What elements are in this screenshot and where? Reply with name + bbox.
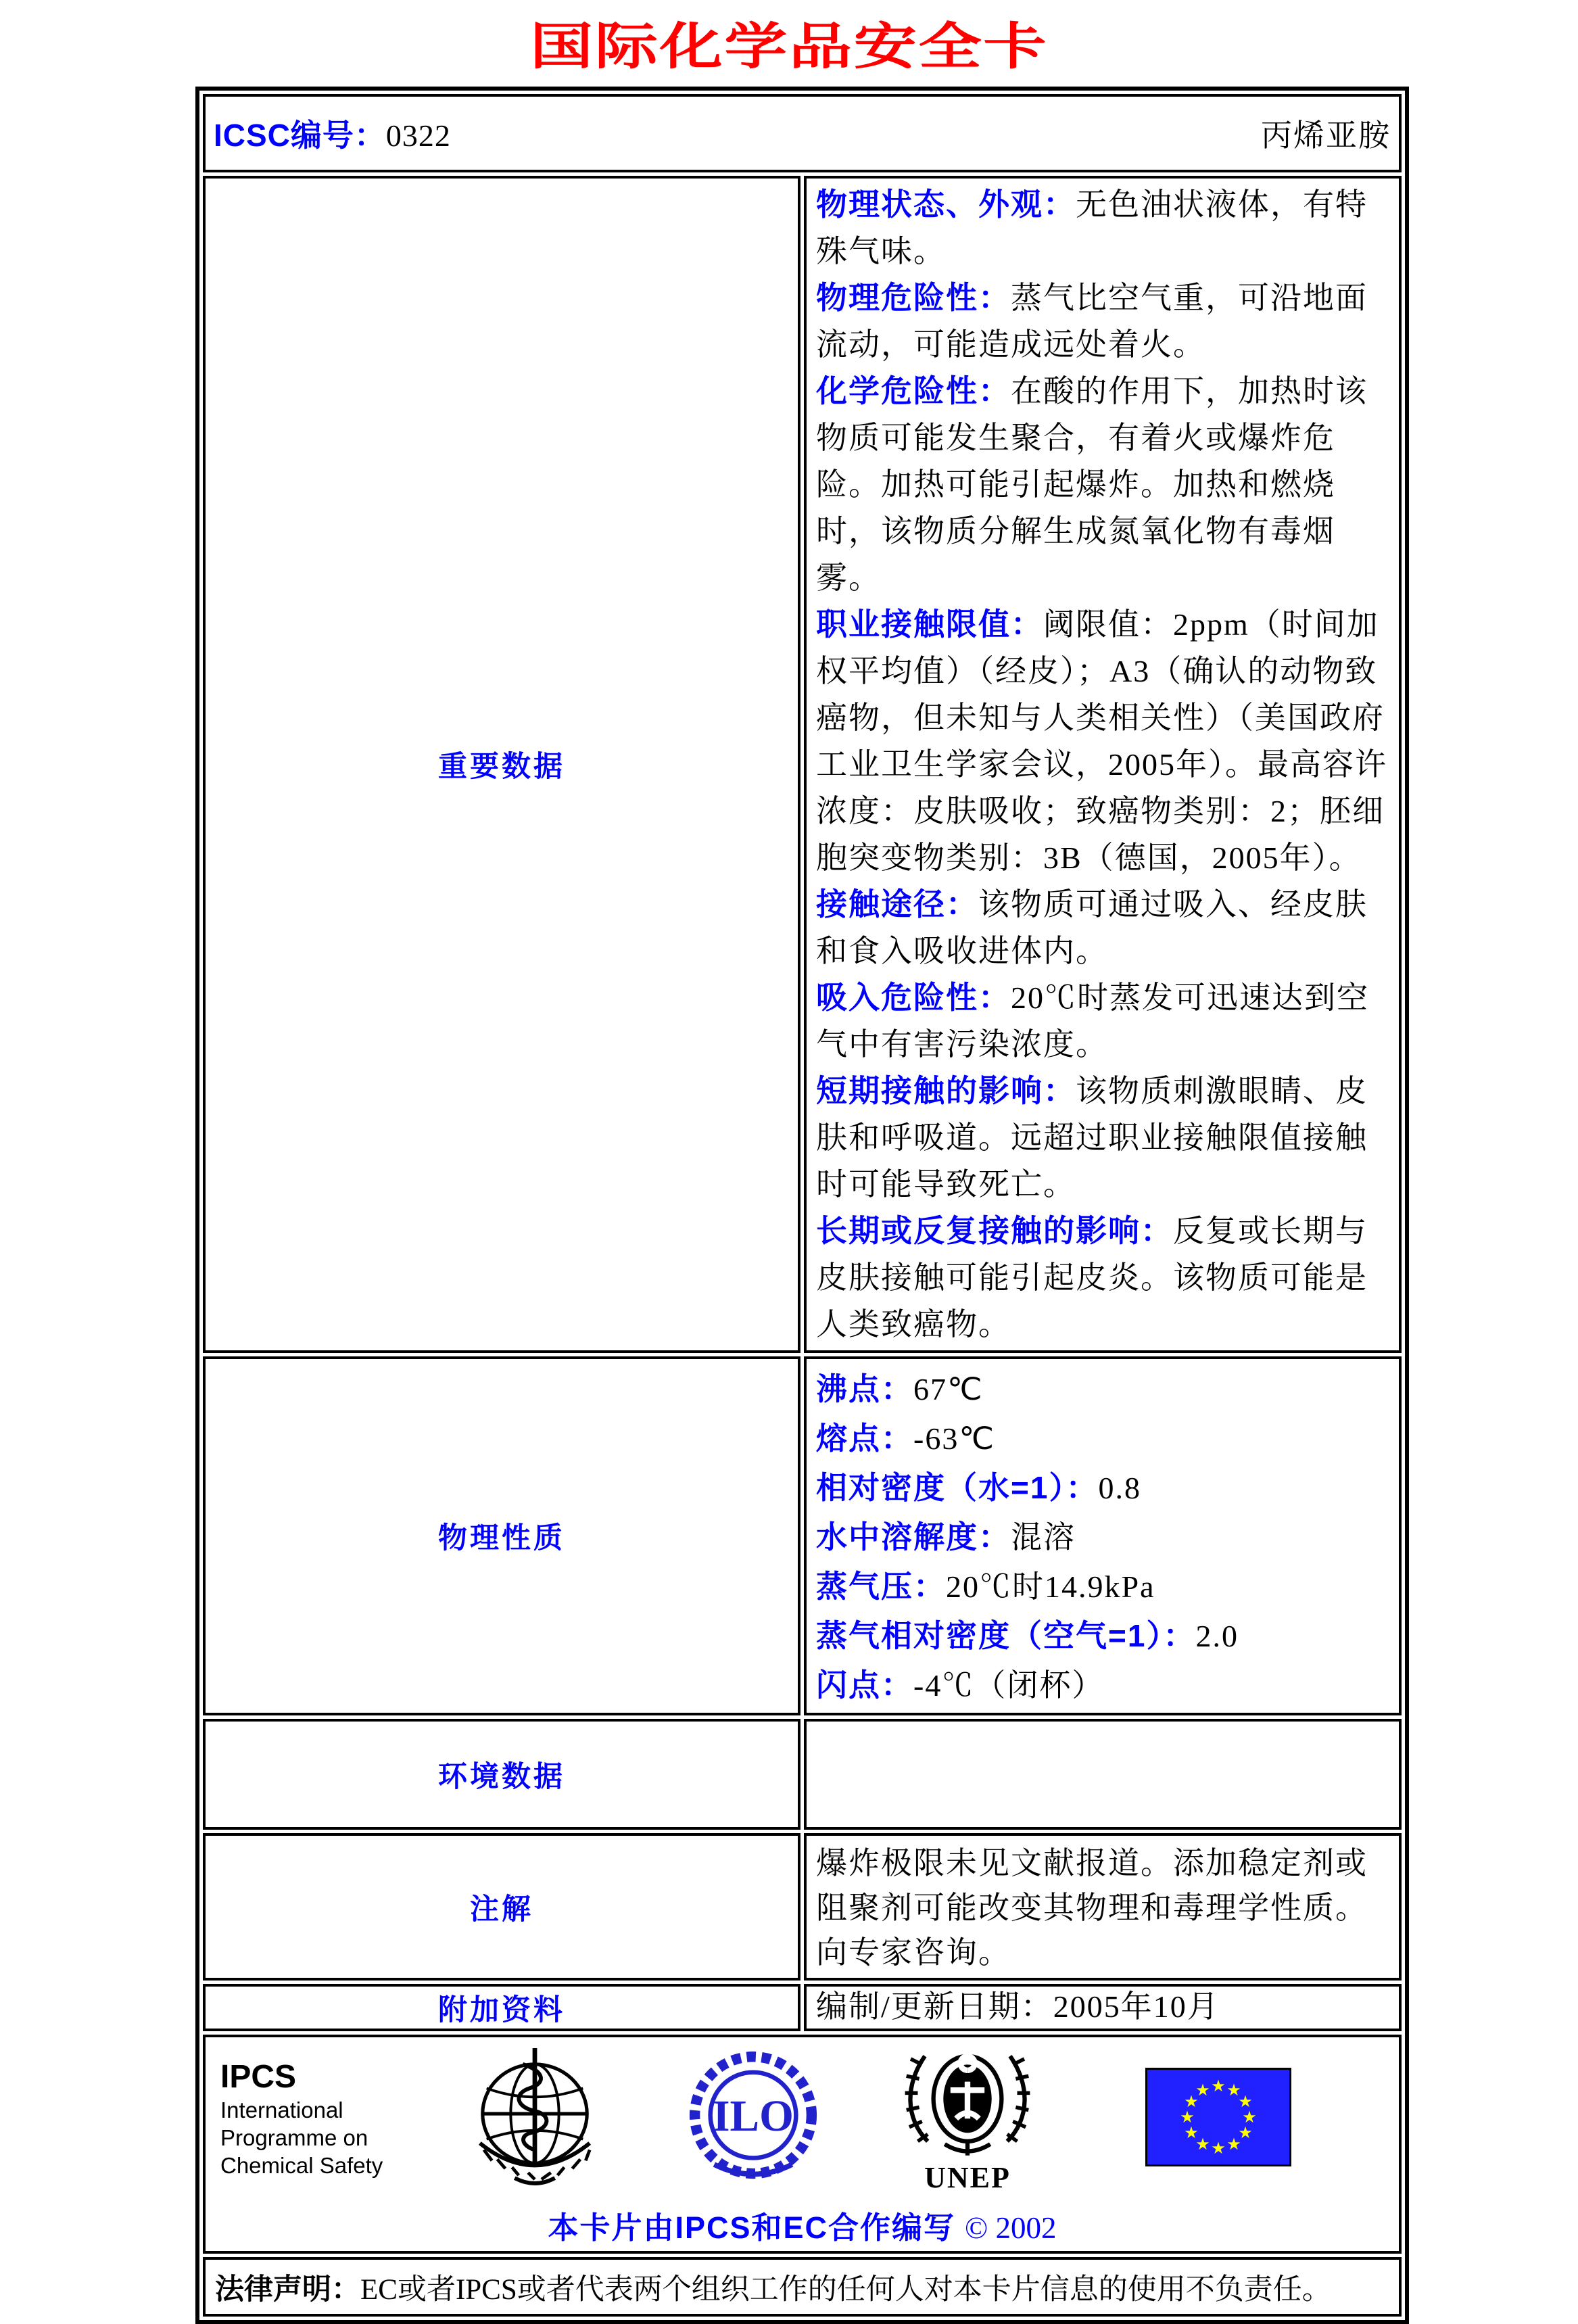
logos-cell	[203, 2035, 1402, 2254]
field-physical-state	[816, 181, 1391, 275]
eu-star-icon: ★	[1226, 2135, 1241, 2154]
field-value: 0.8	[1098, 1471, 1141, 1505]
field-key: 蒸气压：	[816, 1569, 946, 1604]
field-value: 在酸的作用下，加热时该物质可能发生聚合，有着火或爆炸危险。加热可能引起爆炸。加热和燃烧时，该物质分解生成氮氧化物有毒烟雾。	[816, 374, 1368, 595]
eu-star-icon: ★	[1238, 2123, 1253, 2142]
eu-star-icon: ★	[1238, 2092, 1253, 2111]
ilo-letters: ILO	[713, 2092, 794, 2141]
eu-star-icon: ★	[1211, 2077, 1226, 2095]
page-title	[0, 18, 1578, 76]
notes-row	[203, 1833, 1402, 1981]
field-value: 阈限值：2ppm（时间加权平均值）（经皮）；A3（确认的动物致癌物，但未知与人类相关性）（美国政府工业卫生学家会议，2005年）。最高容许浓度：皮肤吸收；致癌物类别：2；胚细胞突变物类别：3B（德国，2005年）。	[816, 607, 1387, 875]
icsc-card-table	[195, 87, 1409, 2324]
legal-text: EC或者IPCS或者代表两个组织工作的任何人对本卡片信息的使用不负责任。	[360, 2273, 1331, 2306]
field-value: 蒸气比空气重，可沿地面流动，可能造成远处着火。	[816, 281, 1368, 362]
unep-logo	[896, 2045, 1038, 2193]
icsc-number-value: 0322	[385, 118, 451, 153]
field-water-solubility	[816, 1513, 1391, 1562]
additional-info-content	[804, 1984, 1402, 2031]
field-key: 短期接触的影响：	[816, 1073, 1076, 1108]
field-key: 长期或反复接触的影响：	[816, 1213, 1173, 1248]
physical-properties-row	[203, 1356, 1402, 1715]
field-melting-point	[816, 1414, 1391, 1463]
logos-strip	[216, 2044, 1388, 2193]
header-row	[203, 94, 1402, 172]
ipcs-line: Chemical Safety	[220, 2153, 383, 2178]
unep-word: UNEP	[924, 2161, 1011, 2194]
important-data-row	[203, 176, 1402, 1353]
legal-cell	[203, 2257, 1402, 2317]
important-data-content	[804, 176, 1402, 1353]
field-key: 职业接触限值：	[816, 607, 1043, 642]
ipcs-line: Programme on	[220, 2125, 368, 2150]
physical-properties-content	[804, 1356, 1402, 1715]
field-value: 反复或长期与皮肤接触可能引起皮炎。该物质可能是人类致癌物。	[816, 1214, 1368, 1342]
ipcs-acronym: IPCS	[220, 2059, 297, 2095]
field-flash-point	[816, 1661, 1391, 1710]
notes-text: 爆炸极限未见文献报道。添加稳定剂或阻聚剂可能改变其物理和毒理学性质。向专家咨询。	[816, 1846, 1368, 1970]
field-value: 20℃时14.9kPa	[946, 1569, 1155, 1604]
ipcs-text-block	[220, 2058, 423, 2179]
eu-star-icon: ★	[1180, 2108, 1195, 2127]
page-title-text: 国际化学品安全卡	[529, 18, 1049, 74]
section-label-additional-info: 附加资料	[203, 1984, 800, 2031]
field-inhalation-risk	[816, 974, 1391, 1068]
field-key: 化学危险性：	[816, 373, 1011, 408]
environmental-data-row	[203, 1719, 1402, 1830]
notes-content	[804, 1833, 1402, 1981]
icsc-number-group	[214, 111, 451, 156]
ilo-logo	[688, 2050, 818, 2187]
field-occupational-limits	[816, 601, 1391, 881]
header-cell	[203, 94, 1402, 172]
who-logo	[468, 2044, 602, 2193]
field-long-term-effects	[816, 1208, 1391, 1348]
header-flex	[214, 111, 1391, 156]
eu-star-icon: ★	[1195, 2135, 1210, 2154]
field-value: -4℃（闭杯）	[913, 1668, 1105, 1703]
field-value: 2.0	[1195, 1619, 1239, 1653]
field-key: 物理状态、外观：	[816, 187, 1076, 222]
chemical-name: 丙烯亚胺	[1261, 118, 1391, 153]
field-key: 相对密度（水=1）：	[816, 1470, 1099, 1505]
environmental-data-content	[804, 1719, 1402, 1830]
eu-star-icon: ★	[1242, 2108, 1257, 2127]
additional-info-text: 编制/更新日期：2005年10月	[816, 1989, 1220, 2024]
section-label-physical-properties: 物理性质	[203, 1356, 800, 1715]
eu-star-icon: ★	[1184, 2092, 1199, 2111]
eu-star-icon: ★	[1211, 2139, 1226, 2158]
ipcs-line: International	[220, 2097, 343, 2123]
field-key: 闪点：	[816, 1667, 913, 1703]
eu-flag	[1145, 2068, 1291, 2170]
field-value: -63℃	[913, 1421, 995, 1456]
field-vapor-relative-density	[816, 1611, 1391, 1661]
logos-row	[203, 2035, 1402, 2254]
caption-year: © 2002	[965, 2211, 1057, 2245]
field-key: 蒸气相对密度（空气=1）：	[816, 1618, 1196, 1653]
field-short-term-effects	[816, 1068, 1391, 1208]
field-value: 67℃	[913, 1372, 984, 1406]
additional-info-row	[203, 1984, 1402, 2031]
legal-label: 法律声明：	[215, 2273, 360, 2306]
field-key: 吸入危险性：	[816, 980, 1011, 1015]
eu-star-icon: ★	[1195, 2081, 1210, 2100]
field-value: 该物质可通过吸入、经皮肤和食入吸收进体内。	[816, 887, 1368, 968]
field-boiling-point	[816, 1365, 1391, 1414]
field-value: 无色油状液体，有特殊气味。	[816, 187, 1368, 268]
legal-row	[203, 2257, 1402, 2317]
field-key: 沸点：	[816, 1371, 913, 1406]
field-key: 熔点：	[816, 1421, 913, 1456]
section-label-important-data: 重要数据	[203, 176, 800, 1353]
field-vapor-pressure	[816, 1562, 1391, 1611]
field-value: 混溶	[1011, 1520, 1076, 1555]
section-label-notes: 注解	[203, 1833, 800, 1981]
icsc-number-label: ICSC编号：	[214, 118, 386, 153]
field-value: 20℃时蒸发可迅速达到空气中有害污染浓度。	[816, 980, 1369, 1062]
field-relative-density	[816, 1463, 1391, 1513]
section-label-environmental-data: 环境数据	[203, 1719, 800, 1830]
icsc-page	[0, 18, 1578, 2306]
field-chemical-danger	[816, 368, 1391, 601]
field-key: 接触途径：	[816, 886, 978, 922]
field-exposure-routes	[816, 881, 1391, 974]
eu-star-icon: ★	[1226, 2081, 1241, 2100]
field-physical-danger	[816, 275, 1391, 368]
card-caption	[216, 2203, 1388, 2247]
field-value: 该物质刺激眼睛、皮肤和呼吸道。远超过职业接触限值接触时可能导致死亡。	[816, 1074, 1368, 1202]
field-key: 物理危险性：	[816, 280, 1011, 315]
caption-text: 本卡片由IPCS和EC合作编写	[548, 2210, 956, 2245]
field-key: 水中溶解度：	[816, 1519, 1011, 1555]
eu-star-icon: ★	[1184, 2123, 1199, 2142]
